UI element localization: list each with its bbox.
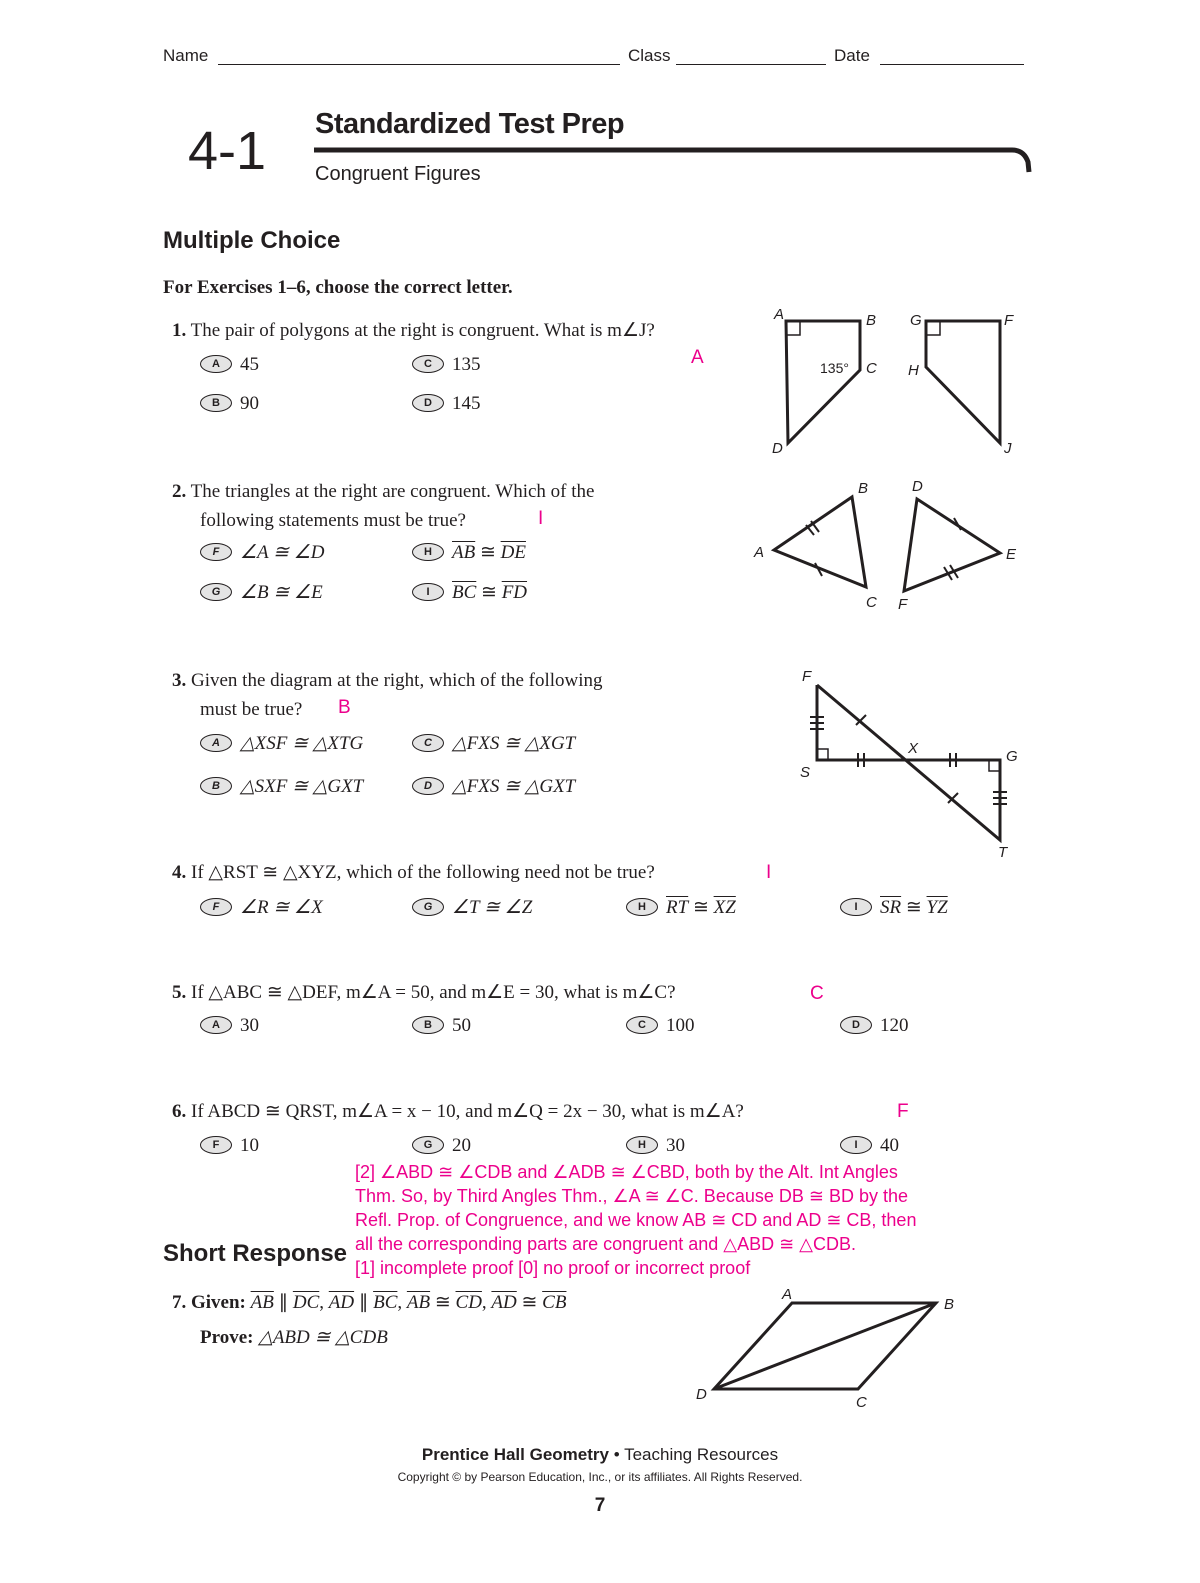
label-C: C [866,360,877,377]
page-subtitle: Congruent Figures [315,163,481,185]
svg-text:B: B [944,1296,955,1313]
choice-4h[interactable]: H $\overline{RT}$ ≅ $\overline{XZ}$ [626,896,736,919]
answer-6: F [897,1101,909,1122]
choice-3d[interactable]: D △FXS ≅ △GXT [412,775,575,798]
question-number: 1. [172,320,187,341]
choice-3b[interactable]: B △SXF ≅ △GXT [200,775,363,798]
label-A: A [774,306,785,323]
short-response-answer: [2] ∠ABD ≅ ∠CDB and ∠ADB ≅ ∠CBD, both by the Alt. Int Angles Thm. So, by Third Angles Thm., ∠A ≅ ∠C. Because DB ≅ BD by the Refl. Prop. of Congruence, and we know AB ≅ CD and AD ≅ CB, then all the corresponding parts are congruent and △ABD ≅ △CDB. [1] incomplete proof [0] no proof or incorrect proof [355,1162,917,1278]
svg-text:T: T [998,844,1008,860]
choice-2g[interactable]: G ∠B ≅ ∠E [200,581,323,604]
svg-text:S: S [800,764,811,781]
figure-3-bowtie [790,665,1030,860]
page-title: Standardized Test Prep [315,108,625,140]
choice-4i[interactable]: I $\overline{SR}$ ≅ $\overline{YZ}$ [840,896,948,919]
section-multiple-choice: Multiple Choice [163,227,341,254]
name-label: Name [163,46,209,65]
class-line[interactable] [676,64,826,65]
footer-copyright: Copyright © by Pearson Education, Inc., or its affiliates. All Rights Reserved. [397,1470,803,1484]
date-line[interactable] [880,64,1024,65]
label-D: D [772,440,783,457]
date-label: Date [834,46,870,65]
answer-3: B [338,697,351,718]
svg-text:C: C [866,594,877,611]
question-3: 3. Given the diagram at the right, which of the following must be true? [172,670,603,720]
answer-2: I [538,508,544,529]
choice-1d[interactable]: D 145 [412,393,481,415]
angle-135: 135° [820,360,849,376]
figure-7-parallelogram [690,1285,980,1410]
svg-text:A: A [754,544,765,561]
question-7-given: 7. Given: $\overline{AB}$ ∥ $\overline{DC}$, $\overline{AD}$ ∥ $\overline{BC}$, $\overline{AB}$ ≅ $\overline{CD}$, $\overline{AD}$ ≅ $\overline{CB}$ [172,1292,567,1313]
choice-1b[interactable]: B 90 [200,393,259,415]
figure-1-polygons [760,305,1030,465]
choice-6h[interactable]: H 30 [626,1135,685,1157]
class-label: Class [628,46,671,65]
choice-2f[interactable]: F ∠A ≅ ∠D [200,541,324,564]
svg-text:C: C [856,1394,867,1410]
question-4: 4. If △RST ≅ △XYZ, which of the following need not be true? [172,862,655,883]
question-7-prove: Prove: △ABD ≅ △CDB [200,1327,388,1348]
label-F: F [1004,312,1014,329]
svg-text:D: D [696,1386,707,1403]
choice-5c[interactable]: C 100 [626,1015,695,1037]
choice-2i[interactable]: I $\overline{BC}$ ≅ $\overline{FD}$ [412,581,527,604]
choice-5d[interactable]: D 120 [840,1015,909,1037]
choice-5b[interactable]: B 50 [412,1015,471,1037]
svg-text:X: X [908,740,919,757]
figure-2-triangles [750,475,1030,615]
svg-text:D: D [912,478,923,495]
label-H: H [908,362,919,379]
page-number: 7 [594,1495,606,1516]
choice-6g[interactable]: G 20 [412,1135,471,1157]
label-G: G [910,312,922,329]
label-J: J [1004,440,1012,457]
answer-5: C [810,983,824,1004]
choice-3a[interactable]: A △XSF ≅ △XTG [200,732,363,755]
footer-book: Prentice Hall Geometry • Teaching Resources [421,1445,779,1464]
choice-3c[interactable]: C △FXS ≅ △XGT [412,732,575,755]
question-2: 2. The triangles at the right are congruent. Which of the following statements must be true? [172,481,595,531]
choice-1c[interactable]: C 135 [412,354,481,376]
choice-4f[interactable]: F ∠R ≅ ∠X [200,896,323,919]
lesson-number: 4-1 [188,121,267,181]
name-line[interactable] [218,64,620,65]
choice-1a[interactable]: A 45 [200,354,259,376]
question-6: 6. If ABCD ≅ QRST, m∠A = x − 10, and m∠Q = 2x − 30, what is m∠A? [172,1101,744,1122]
svg-text:B: B [858,480,869,497]
section-short-response: Short Response [163,1240,348,1267]
svg-text:A: A [782,1286,793,1303]
svg-text:G: G [1006,748,1018,765]
instructions: For Exercises 1–6, choose the correct letter. [163,277,513,298]
question-1 [172,316,655,345]
svg-text:E: E [1006,546,1017,563]
choice-6f[interactable]: F 10 [200,1135,259,1157]
question-5: 5. If △ABC ≅ △DEF, m∠A = 50, and m∠E = 30, what is m∠C? [172,982,676,1003]
choice-4g[interactable]: G ∠T ≅ ∠Z [412,896,532,919]
svg-text:F: F [898,596,908,613]
svg-text:F: F [802,668,812,685]
question-text: The pair of polygons at the right is congruent. What is m∠J? [190,320,655,341]
choice-5a[interactable]: A 30 [200,1015,259,1037]
answer-1: A [691,347,704,368]
choice-2h[interactable]: H $\overline{AB}$ ≅ $\overline{DE}$ [412,541,526,564]
choice-6i[interactable]: I 40 [840,1135,899,1157]
answer-4: I [766,862,772,883]
label-B: B [866,312,877,329]
